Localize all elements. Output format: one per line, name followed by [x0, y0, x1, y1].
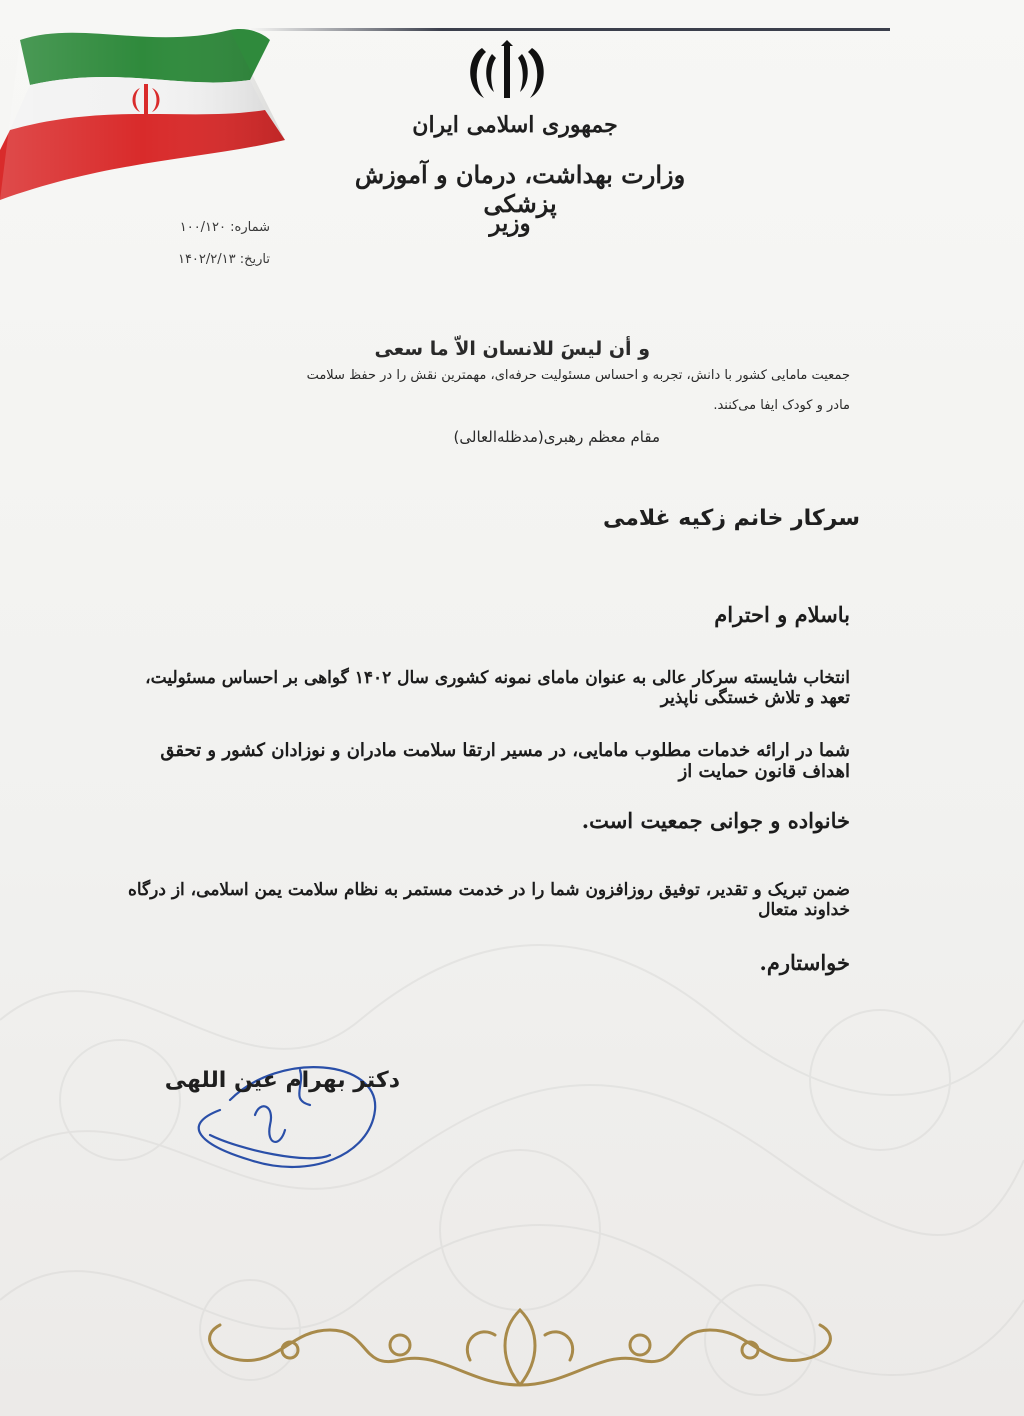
body-line-1: انتخاب شایسته سرکار عالی به عنوان مامای نمونه کشوری سال ۱۴۰۲ گواهی بر احساس مسئولیت، تعهد و تلاش خستگی ناپذیر — [145, 668, 850, 708]
greeting: باسلام و احترام — [714, 602, 850, 627]
country-name: جمهوری اسلامی ایران — [412, 112, 618, 138]
gold-ornament — [170, 1290, 870, 1400]
body-line-2: شما در ارائه خدمات مطلوب مامایی، در مسیر ارتقا سلامت مادران و نوزادان کشور و تحقق اهداف قانون حمایت از — [160, 740, 850, 782]
iran-flag-image — [0, 10, 300, 210]
body-line-4: ضمن تبریک و تقدیر، توفیق روزافزون شما را در خدمت مستمر به نظام سلامت یمن اسلامی، از درگاه خداوند متعال — [127, 880, 850, 920]
quote-attribution: مقام معظم رهبری(مدظله‌العالی) — [453, 428, 660, 446]
recipient-name: سرکار خانم زکیه غلامی — [602, 506, 860, 531]
quran-verse: و أن لیسَ للانسان الاّ ما سعی — [374, 338, 650, 360]
body-line-3: خانواده و جوانی جمعیت است. — [581, 808, 850, 833]
office-title: وزیر — [489, 210, 531, 237]
letter-date — [120, 252, 270, 267]
letter-date-label: تاریخ: — [239, 252, 270, 267]
letter-date-value: ۱۴۰۲/۲/۱۳ — [177, 252, 236, 267]
body-line-5: خواستارم. — [759, 950, 850, 975]
iran-emblem-icon — [462, 40, 552, 106]
letter-number-label: شماره: — [230, 220, 270, 235]
signatory-name: دکتر بهرام عین اللهی — [164, 1068, 400, 1093]
quote-text-line2: مادر و کودک ایفا می‌کنند. — [713, 398, 850, 413]
handwritten-signature — [160, 1030, 390, 1190]
letter-number-value: ۱۰۰/۱۲۰ — [179, 220, 227, 235]
ministry-name: وزارت بهداشت، درمان و آموزش پزشکی — [354, 160, 686, 218]
quote-text-line1: جمعیت مامایی کشور با دانش، تجربه و احساس مسئولیت حرفه‌ای، مهمترین نقش را در حفظ سلامت — [306, 368, 850, 383]
header-rule — [250, 28, 890, 31]
letter-number — [120, 220, 270, 235]
